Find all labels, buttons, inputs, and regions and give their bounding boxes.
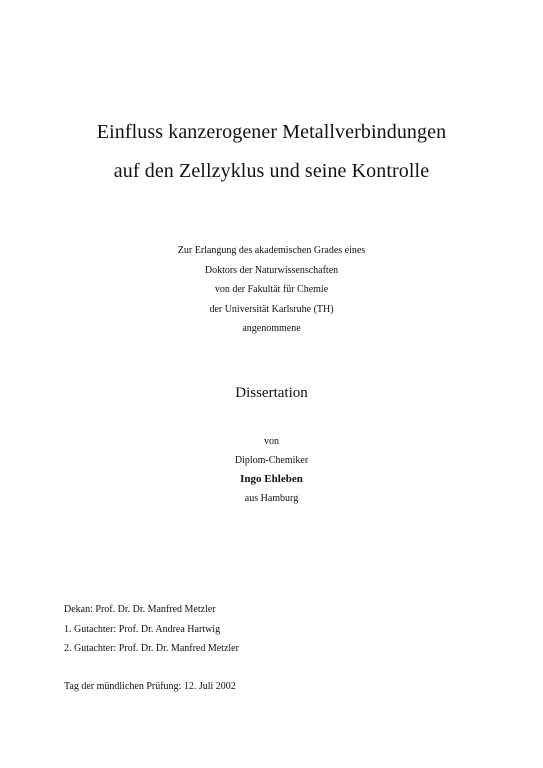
title-line-1: Einfluss kanzerogener Metallverbindungen: [96, 121, 447, 143]
exam-date: Tag der mündlichen Prüfung: 12. Juli 2002: [64, 681, 236, 692]
degree-line: Zur Erlangung des akademischen Grades eines: [177, 245, 366, 256]
degree-line: von der Fakultät für Chemie: [214, 284, 329, 295]
dean: Dekan: Prof. Dr. Dr. Manfred Metzler: [64, 604, 216, 615]
author-prefix: von: [264, 436, 279, 447]
author-name: Ingo Ehleben: [240, 473, 303, 485]
degree-line: angenommene: [242, 323, 301, 334]
document-type: Dissertation: [235, 385, 308, 401]
degree-line: Doktors der Naturwissenschaften: [204, 264, 339, 276]
degree-line: der Universität Karlsruhe (TH): [209, 303, 334, 315]
author-title: Diplom-Chemiker: [234, 455, 309, 466]
first-reviewer: 1. Gutachter: Prof. Dr. Andrea Hartwig: [64, 623, 221, 635]
author-block: [0, 432, 543, 508]
committee-list: [64, 600, 239, 659]
second-reviewer: 2. Gutachter: Prof. Dr. Dr. Manfred Metzler: [64, 643, 239, 654]
degree-statement: [0, 241, 543, 339]
title-line-2: auf den Zellzyklus und seine Kontrolle: [113, 160, 430, 182]
author-origin: aus Hamburg: [244, 493, 299, 504]
